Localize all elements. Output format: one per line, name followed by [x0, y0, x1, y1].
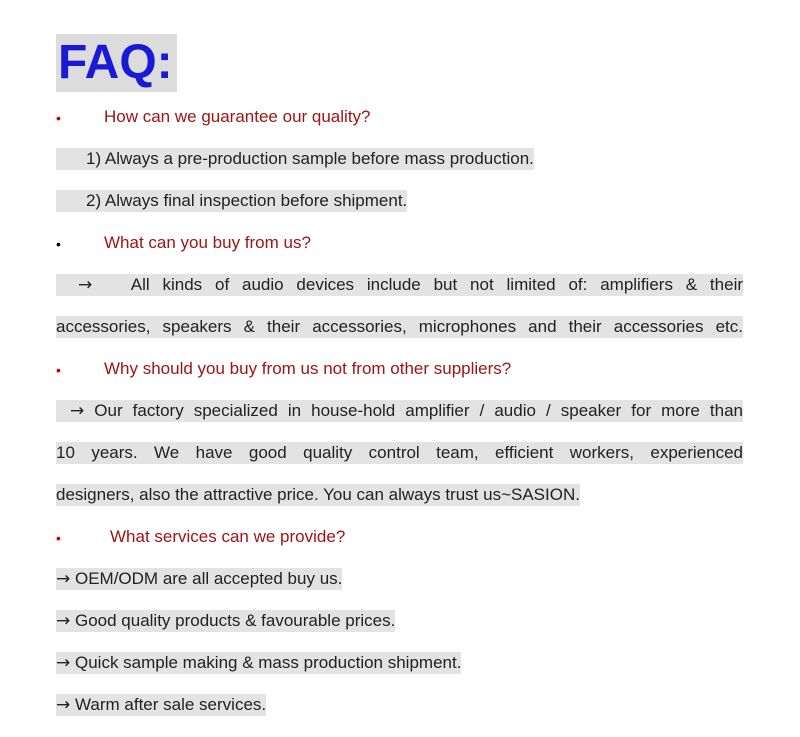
arrow-icon: → [56, 695, 71, 715]
page-title: FAQ: [56, 34, 177, 92]
faq-answer-4-4: → Warm after sale services. [56, 695, 267, 715]
arrow-icon: → [56, 611, 71, 631]
faq-answer-1-1: 1) Always a pre-production sample before mass production. [56, 148, 534, 170]
faq-answer-3-3: designers, also the attractive price. You can always trust us~SASION. [56, 485, 580, 504]
faq-answer-1-2: 2) Always final inspection before shipment. [56, 190, 407, 212]
arrow-icon: → [78, 275, 93, 295]
bullet-icon: • [56, 110, 61, 126]
faq-answer-3-2: 10 years. We have good quality control team, efficient workers, experienced [56, 443, 743, 462]
faq-question-1: How can we guarantee our quality? [104, 107, 371, 126]
bullet-icon: • [56, 530, 61, 546]
bullet-icon: • [56, 362, 61, 378]
faq-answer-2-1: → All kinds of audio devices include but not limited of: amplifiers & their [56, 274, 743, 296]
bullet-icon: • [56, 236, 61, 252]
faq-answer-4-2: → Good quality products & favourable prices. [56, 611, 396, 631]
arrow-icon: → [70, 401, 85, 421]
faq-answer-2-2: accessories, speakers & their accessories, microphones and their accessories etc. [56, 317, 743, 336]
faq-answer-3-1: → Our factory specialized in house-hold amplifier / audio / speaker for more than [56, 400, 743, 422]
arrow-icon: → [56, 653, 71, 673]
faq-question-4: What services can we provide? [110, 527, 346, 546]
faq-question-3: Why should you buy from us not from other suppliers? [104, 359, 512, 378]
faq-answer-4-3: → Quick sample making & mass production shipment. [56, 653, 462, 673]
arrow-icon: → [56, 569, 71, 589]
title-block [56, 34, 177, 92]
faq-question-2: What can you buy from us? [104, 233, 311, 252]
faq-answer-4-1: → OEM/ODM are all accepted buy us. [56, 569, 343, 589]
